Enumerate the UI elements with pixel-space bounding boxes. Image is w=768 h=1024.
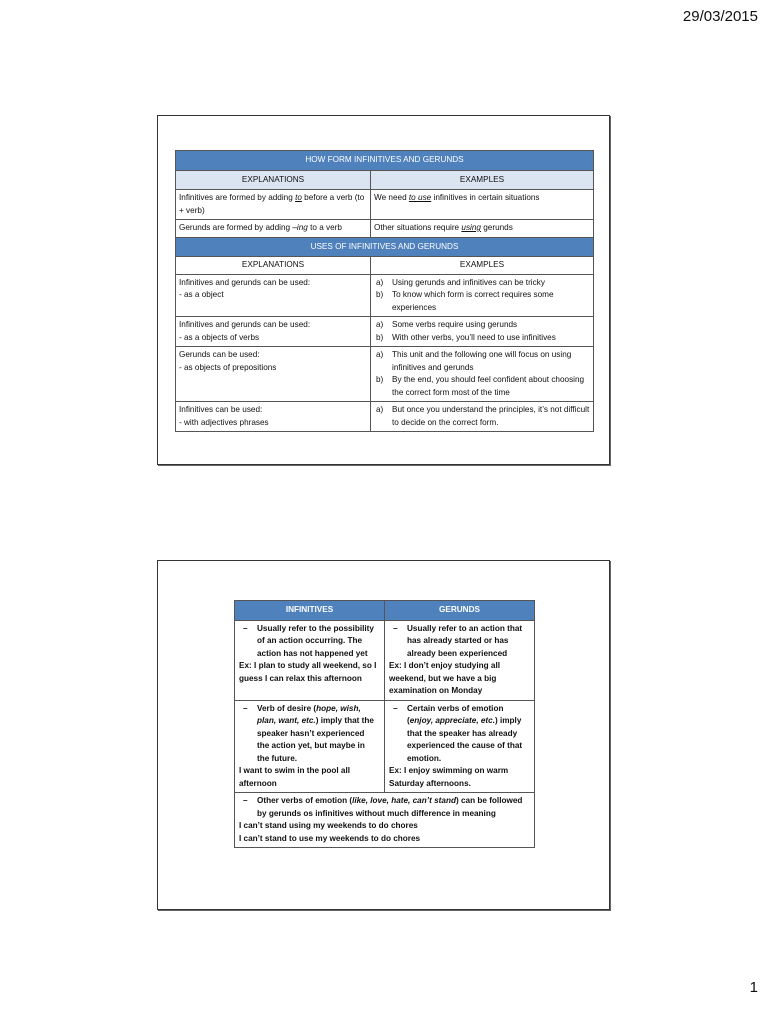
table-row — [176, 220, 594, 238]
table-row — [176, 317, 594, 347]
list-item — [374, 332, 590, 345]
examples-cell — [371, 347, 594, 402]
dash-bullet: – — [243, 796, 248, 805]
infinitives-cell: – Verb of desire (hope, wish, plan, want, etc.) imply that the speaker hasn’t experienced the action yet, but maybe in the future. I want to swim in the pool all afternoon — [235, 700, 385, 793]
example-sentence: I can’t stand using my weekends to do chores — [239, 821, 418, 830]
column-header-examples: EXAMPLES — [371, 257, 594, 275]
list-item — [374, 277, 590, 290]
gerunds-cell: – Usually refer to an action that has already started or has already been experienced Ex: I don’t enjoy studying all weekend, but we have a big examination on Monday — [385, 620, 535, 700]
example-text: This unit and the following one will focus on using infinitives and gerunds — [392, 350, 572, 372]
uses-rows — [176, 274, 594, 432]
examples-list — [374, 277, 590, 315]
explanation-cell — [176, 274, 371, 317]
explanation-line: - as a object — [179, 290, 224, 299]
list-marker: b) — [376, 375, 384, 384]
explanation-cell: Gerunds are formed by adding –ing to a verb — [176, 220, 371, 238]
list-item — [374, 349, 590, 374]
examples-cell — [371, 402, 594, 432]
forms-and-uses-table — [175, 150, 594, 432]
explanation-line: - as a objects of verbs — [179, 332, 260, 342]
dash-bullet: – — [393, 703, 398, 713]
infinitives-cell: – Usually refer to the possibility of an action occurring. The action has not happened yet Ex: I plan to study all weekend, so I guess I can relax this afternoon — [235, 620, 385, 700]
examples-cell — [371, 317, 594, 347]
dash-bullet: – — [243, 703, 248, 713]
example-sentence: I can’t stand to use my weekends to do chores — [239, 833, 421, 843]
column-header-examples: EXAMPLES — [371, 170, 594, 190]
example-cell: Other situations require using gerunds — [371, 220, 594, 238]
table-row — [176, 347, 594, 402]
table-row — [176, 190, 594, 220]
table-row — [176, 402, 594, 432]
table-band-title: HOW FORM INFINITIVES AND GERUNDS — [176, 151, 594, 171]
list-item — [374, 374, 590, 399]
shared-cell: – Other verbs of emotion (like, love, hate, can’t stand) can be followed by gerunds os infinitives without much difference in meaning I can’t stand using my weekends to do chores I can’t stand to use my weekends to do chores — [235, 793, 535, 848]
dash-bullet: – — [243, 623, 248, 633]
explanation-line: Gerunds can be used: — [179, 350, 260, 359]
explanation-line: - with adjectives phrases — [179, 417, 269, 427]
list-marker: a) — [376, 350, 384, 359]
list-marker: a) — [376, 405, 384, 414]
example-text: To know which form is correct requires some experiences — [392, 290, 554, 312]
examples-list — [374, 404, 590, 429]
examples-cell — [371, 274, 594, 317]
explanation-line: - as objects of prepositions — [179, 362, 277, 372]
table-row — [235, 620, 535, 700]
table-row — [235, 793, 535, 848]
list-item — [374, 404, 590, 429]
table-band-title: USES OF INFINITIVES AND GERUNDS — [176, 237, 594, 257]
example-sentence: Ex: I plan to study all weekend, so I guess I can relax this afternoon — [239, 661, 377, 683]
explanation-cell — [176, 347, 371, 402]
slide-date: 29/03/2015 — [682, 8, 758, 25]
explanation-line: Infinitives can be used: — [179, 405, 263, 414]
explanation-line: Infinitives and gerunds can be used: — [179, 277, 311, 287]
examples-list — [374, 349, 590, 399]
example-text: By the end, you should feel confident about choosing the correct form most of the time — [392, 375, 585, 397]
column-header-explanations: EXPLANATIONS — [176, 170, 371, 190]
example-text: Some verbs require using gerunds — [392, 320, 518, 329]
column-header-gerunds: GERUNDS — [385, 601, 535, 621]
list-item — [374, 319, 590, 332]
explanation-cell: Infinitives are formed by adding to before a verb (to + verb) — [176, 190, 371, 220]
comparison-table — [234, 600, 535, 848]
explanation-cell — [176, 402, 371, 432]
example-text: Using gerunds and infinitives can be tricky — [392, 277, 545, 287]
slide-infinitives-vs-gerunds — [157, 560, 610, 910]
gerunds-cell: – Certain verbs of emotion (enjoy, appreciate, etc.) imply that the speaker has already experienced the cause of that emotion. Ex: I enjoy swimming on warm Saturday afternoons. — [385, 700, 535, 793]
explanation-line: Infinitives and gerunds can be used: — [179, 320, 311, 329]
example-sentence: Ex: I don’t enjoy studying all weekend, but we have a big examination on Monday — [389, 661, 500, 695]
example-text: But once you understand the principles, it’s not difficult to decide on the correct form. — [392, 405, 590, 427]
table-row — [235, 700, 535, 793]
list-marker: a) — [376, 320, 384, 329]
list-marker: b) — [376, 332, 384, 342]
table-row — [176, 274, 594, 317]
slide-infinitives-gerunds-forms — [157, 115, 610, 465]
example-sentence: Ex: I enjoy swimming on warm Saturday afternoons. — [389, 766, 509, 788]
column-header-infinitives: INFINITIVES — [235, 601, 385, 621]
example-text: With other verbs, you’ll need to use infinitives — [392, 332, 556, 342]
list-item — [374, 289, 590, 314]
list-marker: a) — [376, 277, 384, 287]
page-number: 1 — [749, 979, 758, 996]
example-sentence: I want to swim in the pool all afternoon — [239, 766, 350, 788]
dash-bullet: – — [393, 623, 398, 633]
column-header-explanations: EXPLANATIONS — [176, 257, 371, 275]
example-cell: We need to use infinitives in certain situations — [371, 190, 594, 220]
list-marker: b) — [376, 290, 384, 299]
explanation-cell — [176, 317, 371, 347]
examples-list — [374, 319, 590, 344]
